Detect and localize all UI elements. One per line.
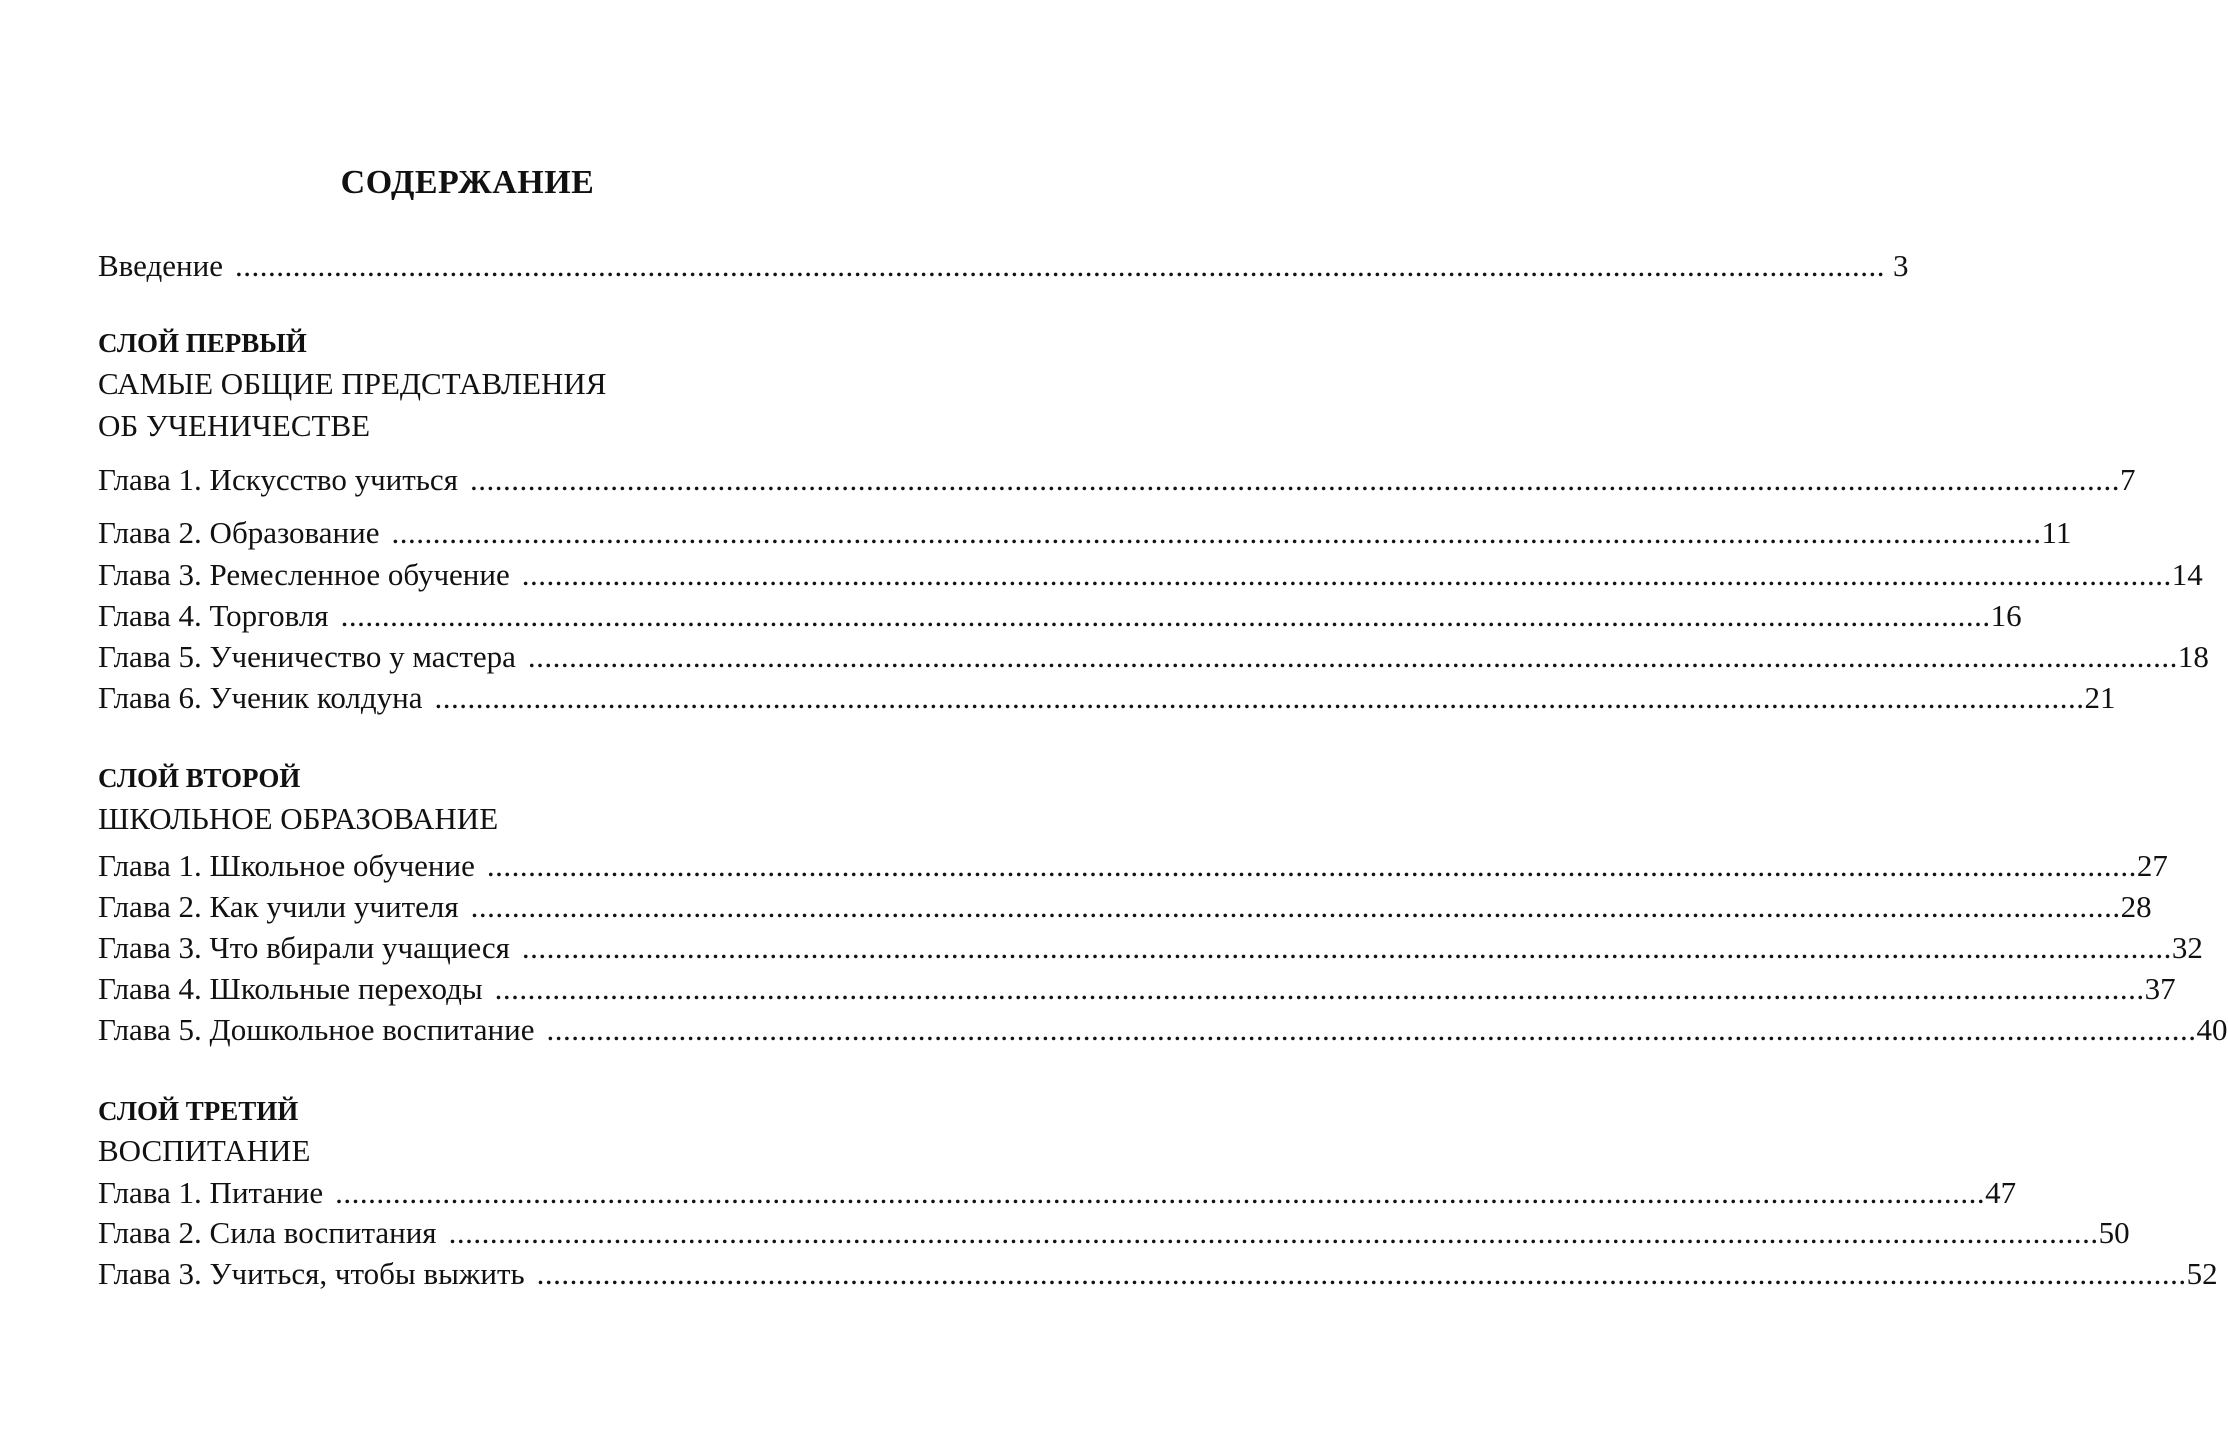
dot-leader: ........................................................................................................................................................................................................ xyxy=(536,1256,2187,1291)
dot-leader: ........................................................................................................................................................................................................ xyxy=(335,1175,1986,1210)
toc-entry-label: Глава 5. Ученичество у мастера xyxy=(98,639,516,674)
toc-entry-label: Глава 2. Сила воспитания xyxy=(98,1215,437,1250)
toc-entry-page: 28 xyxy=(2120,889,2152,924)
toc-entry-page: 7 xyxy=(2119,462,2136,497)
dot-leader: ........................................................................................................................................................................................................ xyxy=(234,248,1885,283)
toc-entry-label: Глава 1. Питание xyxy=(98,1175,324,1210)
toc-entry[interactable] xyxy=(98,1010,2228,1050)
toc-entry-page: 40 xyxy=(2196,1012,2228,1047)
section-title: САМЫЕ ОБЩИЕ ПРЕДСТАВЛЕНИЯ xyxy=(98,366,607,401)
dot-leader: ........................................................................................................................................................................................................ xyxy=(494,971,2145,1006)
dot-leader: ........................................................................................................................................................................................................ xyxy=(470,889,2121,924)
section-label: СЛОЙ ПЕРВЫЙ xyxy=(98,328,307,358)
dot-leader: ........................................................................................................................................................................................................ xyxy=(521,557,2172,592)
dot-leader: ........................................................................................................................................................................................................ xyxy=(448,1215,2099,1250)
toc-entry[interactable] xyxy=(98,555,2203,595)
toc-entry-label: Введение xyxy=(98,248,223,283)
dot-leader: ........................................................................................................................................................................................................ xyxy=(486,848,2137,883)
toc-entry-label: Глава 5. Дошкольное воспитание xyxy=(98,1012,535,1047)
toc-entry[interactable] xyxy=(98,1213,2130,1253)
toc-entry-label: Глава 6. Ученик колдуна xyxy=(98,680,423,715)
dot-leader: ........................................................................................................................................................................................................ xyxy=(434,680,2085,715)
toc-entry-page: 3 xyxy=(1892,248,1909,283)
toc-entry-page: 37 xyxy=(2144,971,2176,1006)
toc-entry-label: Глава 4. Школьные переходы xyxy=(98,971,483,1006)
dot-leader: ........................................................................................................................................................................................................ xyxy=(469,462,2120,497)
toc-entry[interactable] xyxy=(98,513,2072,553)
toc-entry-page: 16 xyxy=(1990,598,2022,633)
toc-entry[interactable] xyxy=(98,887,2152,927)
toc-entry-page: 11 xyxy=(2041,515,2072,550)
toc-entry-page: 14 xyxy=(2171,557,2203,592)
dot-leader: ........................................................................................................................................................................................................ xyxy=(546,1012,2197,1047)
section-label: СЛОЙ ВТОРОЙ xyxy=(98,763,301,793)
toc-entry[interactable] xyxy=(98,637,2209,677)
dot-leader: ........................................................................................................................................................................................................ xyxy=(521,930,2172,965)
toc-entry[interactable] xyxy=(98,928,2203,968)
toc-entry[interactable] xyxy=(98,1254,2218,1294)
toc-entry-label: Глава 1. Школьное обучение xyxy=(98,848,475,883)
dot-leader: ........................................................................................................................................................................................................ xyxy=(340,598,1991,633)
toc-entry-label: Глава 4. Торговля xyxy=(98,598,329,633)
section-title: ШКОЛЬНОЕ ОБРАЗОВАНИЕ xyxy=(98,801,499,836)
dot-leader: ........................................................................................................................................................................................................ xyxy=(527,639,2178,674)
toc-entry-page: 21 xyxy=(2084,680,2116,715)
toc-entry-page: 32 xyxy=(2171,930,2203,965)
toc-entry-page: 27 xyxy=(2136,848,2168,883)
toc-entry[interactable] xyxy=(98,596,2022,636)
toc-entry-label: Глава 3. Ремесленное обучение xyxy=(98,557,510,592)
toc-entry[interactable] xyxy=(98,1173,2017,1213)
page-title: СОДЕРЖАНИЕ xyxy=(340,164,595,201)
section-title: ОБ УЧЕНИЧЕСТВЕ xyxy=(98,408,371,443)
toc-entry-label: Глава 2. Образование xyxy=(98,515,380,550)
toc-entry-page: 52 xyxy=(2186,1256,2218,1291)
toc-entry-label: Глава 3. Что вбирали учащиеся xyxy=(98,930,510,965)
section-title: ВОСПИТАНИЕ xyxy=(98,1133,311,1168)
toc-entry[interactable] xyxy=(98,969,2176,1009)
toc-entry[interactable] xyxy=(98,678,2116,718)
toc-entry-intro[interactable] xyxy=(98,246,1909,286)
toc-entry-label: Глава 1. Искусство учиться xyxy=(98,462,458,497)
toc-entry-page: 18 xyxy=(2177,639,2209,674)
toc-entry-label: Глава 3. Учиться, чтобы выжить xyxy=(98,1256,525,1291)
dot-leader: ........................................................................................................................................................................................................ xyxy=(391,515,2042,550)
toc-entry[interactable] xyxy=(98,460,2136,500)
toc-entry-page: 47 xyxy=(1985,1175,2017,1210)
toc-entry-page: 50 xyxy=(2098,1215,2130,1250)
toc-entry[interactable] xyxy=(98,846,2168,886)
toc-entry-label: Глава 2. Как учили учителя xyxy=(98,889,459,924)
section-label: СЛОЙ ТРЕТИЙ xyxy=(98,1096,299,1126)
